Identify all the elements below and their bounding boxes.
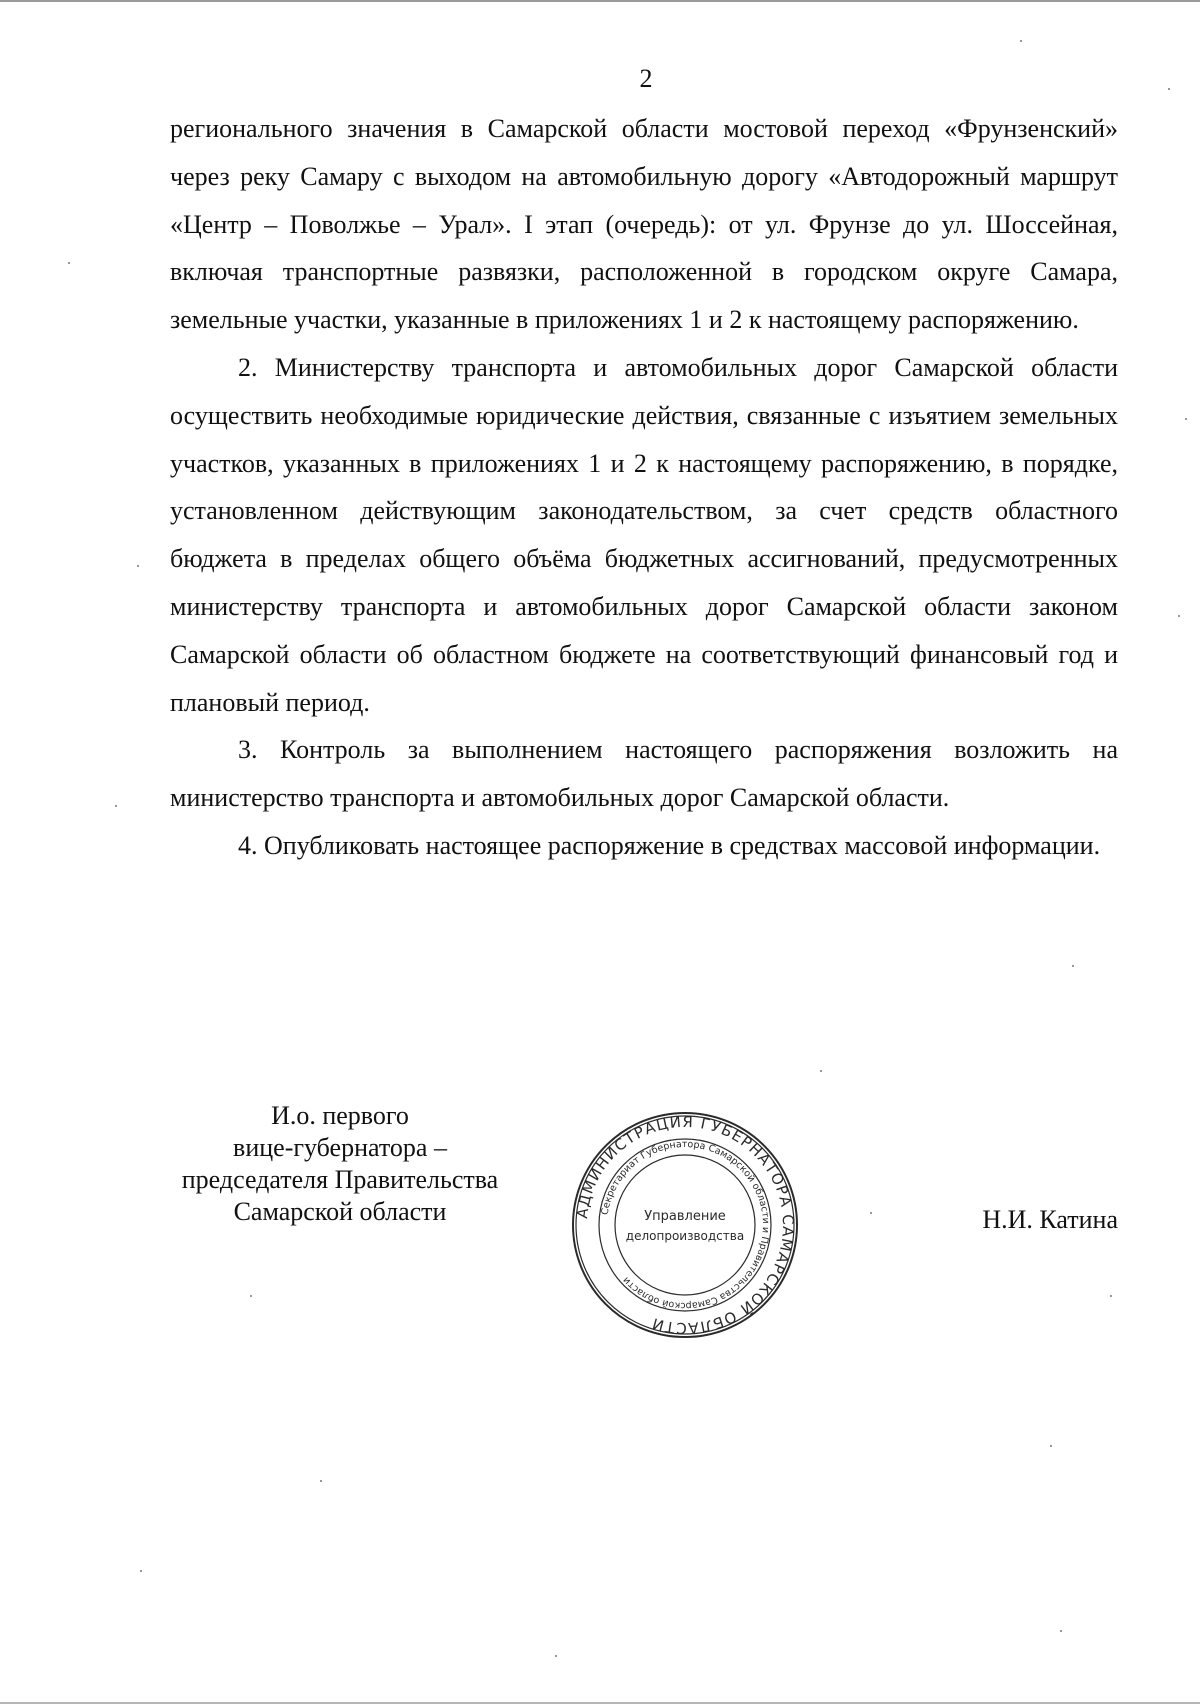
- seal-center-line-1: Управление: [644, 1209, 726, 1224]
- scan-speck: [1168, 88, 1170, 90]
- svg-text:Секретариат Губернатора Самарс: [600, 1139, 771, 1311]
- signatory-title: [150, 1100, 530, 1228]
- paragraph-1-continued: регионального значения в Самарской области мостовой переход «Фрунзенский» через реку Самару с выходом на автомобильную дорогу «Автодорожный маршрут «Центр – Поволжье – Урал». I этап (очередь): от ул. Фрунзе до ул. Шоссейная, включая транспортные развязки, расположенной в городском округе Самара, земельные участки, указанные в приложениях 1 и 2 к настоящему распоряжению.: [170, 114, 1118, 335]
- scan-speck: [870, 1212, 872, 1214]
- scan-speck: [1060, 1630, 1062, 1632]
- official-seal: [570, 1110, 800, 1340]
- signatory-name: Н.И. Катина: [982, 1205, 1118, 1234]
- scan-speck: [68, 262, 70, 264]
- scan-speck: [115, 805, 117, 807]
- scan-speck: [555, 1655, 557, 1657]
- paragraph-3: 3. Контроль за выполнением настоящего распоряжения возложить на министерство транспорта и автомобильных дорог Самарской области.: [170, 735, 1118, 813]
- scan-speck: [1050, 1445, 1052, 1447]
- signatory-title-line: вице-губернатора –: [233, 1133, 447, 1162]
- scan-speck: [320, 1480, 322, 1482]
- page-number: 2: [639, 64, 653, 93]
- seal-outer-text: АДМИНИСТРАЦИЯ ГУБЕРНАТОРА САМАРСКОЙ ОБЛАСТИ: [573, 1112, 798, 1338]
- scan-speck: [250, 1295, 252, 1297]
- signatory-title-line: Самарской области: [233, 1197, 447, 1226]
- scan-speck: [820, 1070, 822, 1072]
- scan-speck: [1072, 965, 1074, 967]
- scan-speck: [140, 1570, 142, 1572]
- scan-speck: [1110, 1295, 1112, 1297]
- signatory-title-line: председателя Правительства: [181, 1165, 499, 1194]
- scan-speck: [1185, 418, 1187, 420]
- document-body: [170, 105, 1118, 870]
- signatory-title-line: И.о. первого: [271, 1101, 409, 1130]
- scan-speck: [1178, 615, 1180, 617]
- scan-top-edge: [0, 0, 1200, 2]
- scan-bottom-edge: [0, 1702, 1200, 1704]
- scan-speck: [137, 565, 139, 567]
- seal-center-line-2: делопроизводства: [625, 1229, 745, 1243]
- paragraph-2: 2. Министерству транспорта и автомобильных дорог Самарской области осуществить необходимые юридические действия, связанные с изъятием земельных участков, указанных в приложениях 1 и 2 к настоящему распоряжению, в порядке, установленном действующим законодательством, за счет средств областного бюджета в пределах общего объёма бюджетных ассигнований, предусмотренных министерству транспорта и автомобильных дорог Самарской области законом Самарской области об областном бюджете на соответствующий финансовый год и плановый период.: [170, 352, 1118, 717]
- scan-speck: [1020, 40, 1022, 42]
- paragraph-4: 4. Опубликовать настоящее распоряжение в средствах массовой информации.: [238, 830, 1101, 860]
- seal-inner-text: Секретариат Губернатора Самарской области и Правительства Самарской области: [599, 1138, 772, 1312]
